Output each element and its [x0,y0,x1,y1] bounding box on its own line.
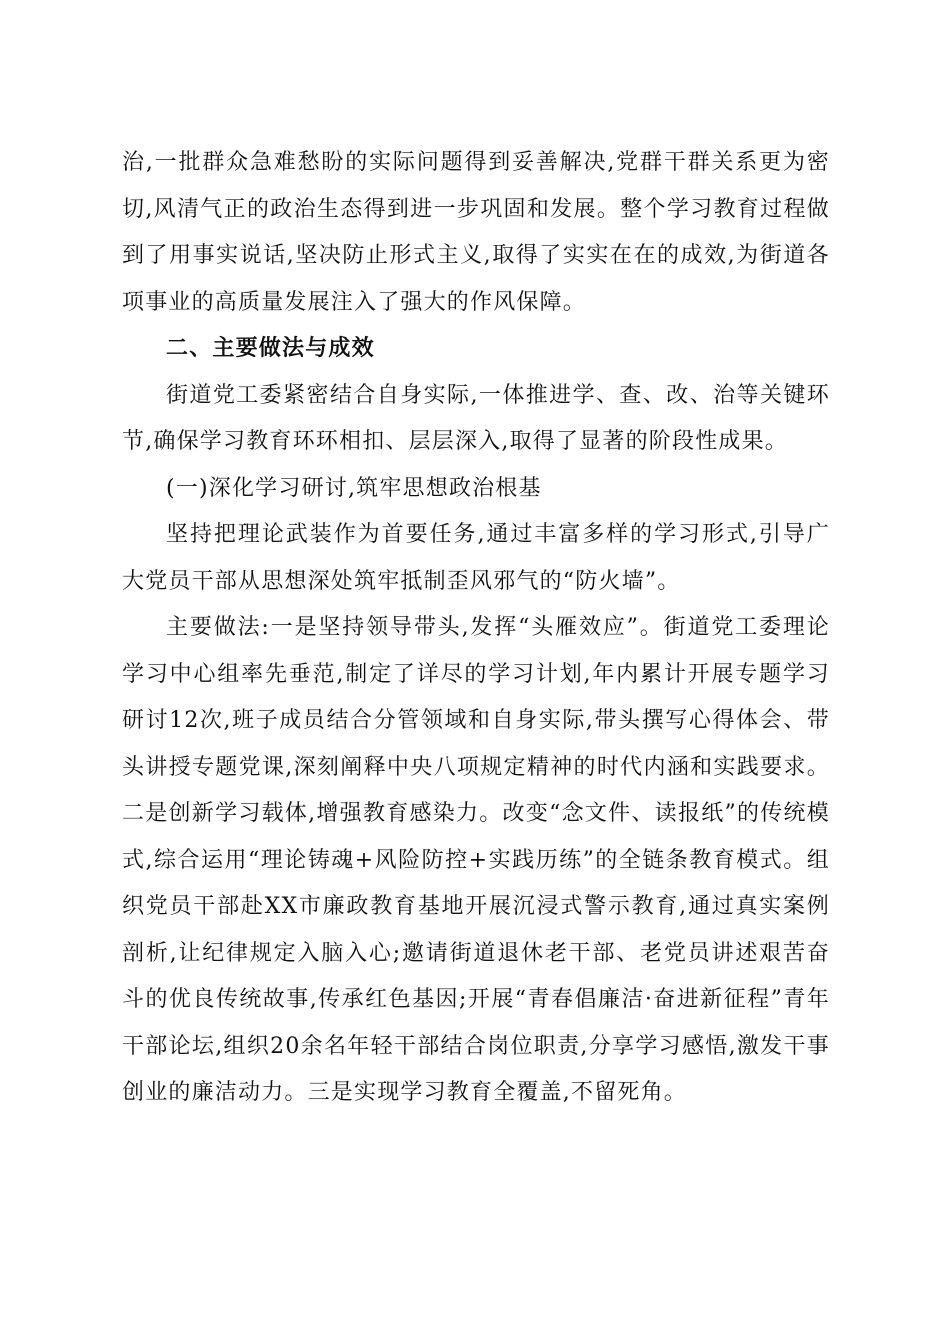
paragraph-section-intro: 街道党工委紧密结合自身实际,一体推进学、查、改、治等关键环节,确保学习教育环环相扣、层层深入,取得了显著的阶段性成果。 [122,382,830,454]
paragraph-subsection-intro: 坚持把理论武装作为首要任务,通过丰富多样的学习形式,引导广大党员干部从思想深处筑牢抵制歪风邪气的“防火墙”。 [122,522,830,594]
document-body [122,140,830,1117]
paragraph-main-practices: 主要做法:一是坚持领导带头,发挥“头雁效应”。街道党工委理论学习中心组率先垂范,制定了详尽的学习计划,年内累计开展专题学习研讨12次,班子成员结合分管领域和自身实际,带头撰写心得体会、带头讲授专题党课,深刻阐释中央八项规定精神的时代内涵和实践要求。二是创新学习载体,增强教育感染力。改变“念文件、读报纸”的传统模式,综合运用“理论铸魂+风险防控+实践历练”的全链条教育模式。组织党员干部赴XX市廉政教育基地开展沉浸式警示教育,通过真实案例剖析,让纪律规定入脑入心;邀请街道退休老干部、老党员讲述艰苦奋斗的优良传统故事,传承红色基因;开展“青春倡廉洁·奋进新征程”青年干部论坛,组织20余名年轻干部结合岗位职责,分享学习感悟,激发干事创业的廉洁动力。三是实现学习教育全覆盖,不留死角。 [122,615,830,1105]
section-heading: 二、主要做法与成效 [166,336,375,361]
subsection-heading: (一)深化学习研讨,筑牢思想政治根基 [166,475,542,501]
paragraph-intro-continuation: 治,一批群众急难愁盼的实际问题得到妥善解决,党群干群关系更为密切,风清气正的政治生态得到进一步巩固和发展。整个学习教育过程做到了用事实说话,坚决防止形式主义,取得了实实在在的成效,为街道各项事业的高质量发展注入了强大的作风保障。 [122,150,830,315]
